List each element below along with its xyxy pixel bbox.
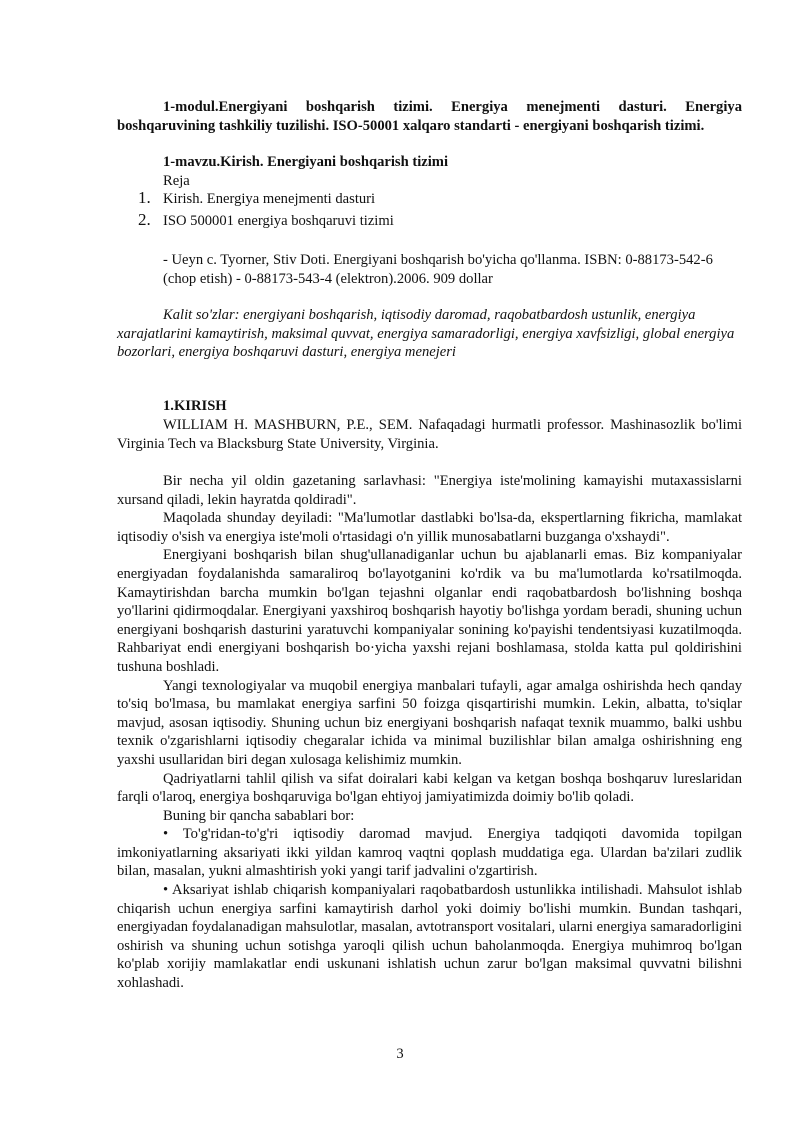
body-text	[117, 472, 742, 993]
module-title-text: 1-modul.Energiyani boshqarish tizimi. Energiya menejmenti dasturi. Energiya boshqaruvining tashkiliy tuzilishi. ISO-50001 xalqaro standarti - energiyani boshqarish tizimi.	[117, 99, 742, 134]
list-text: ISO 500001 energiya boshqaruvi tizimi	[163, 213, 394, 229]
list-number: 2.	[138, 210, 151, 229]
author-text: WILLIAM H. MASHBURN, P.E., SEM. Nafaqadagi hurmatli professor. Mashinasozlik bo'limi Virginia Tech va Blacksburg State University, Virginia.	[117, 417, 742, 452]
keywords-text: Kalit so'zlar: energiyani boshqarish, iqtisodiy daromad, raqobatbardosh ustunlik, energiya xarajatlarini kamaytirish, maksimal quvvat, energiya samaradorligi, energiya xavfsizligi, global energiya bozorlari, energiya boshqaruvi dasturi, energiya menejeri	[117, 307, 735, 361]
paragraph: Yangi texnologiyalar va muqobil energiya manbalari tufayli, agar amalga oshirishda hech qanday to'siq bo'lmasa, bu mamlakat energiya sarfini 50 foizga qisqartirishi mumkin. Lekin, albatta, to'siqlar mavjud, asosan iqtisodiy. Shuning uchun biz energiyani boshqarish nafaqat texnik muammo, balki ushbu texnik o'zgarishlarni iqtisodiy chegaralar ichida va minimal buzilishlar bilan amalga oshirishning eng yaxshi usullaridan biri degan xulosaga kelishimiz mumkin.	[117, 677, 742, 768]
paragraph: Qadriyatlarni tahlil qilish va sifat doiralari kabi kelgan va ketgan boshqa boshqaruv lureslaridan farqli o'laroq, energiya boshqaruviga bo'lgan ehtiyoj jamiyatimizda doimiy bo'lib qoladi.	[117, 770, 742, 806]
list-text: Kirish. Energiya menejmenti dasturi	[163, 191, 376, 207]
paragraph: Maqolada shunday deyiladi: "Ma'lumotlar dastlabki bo'lsa-da, ekspertlarning fikricha, mamlakat iqtisodiy o'sish va energiya iste'moli o'rtasidagi o'n yillik munosabatlarni buzganga o'xshaydi".	[117, 510, 742, 545]
bullet-paragraph: • To'g'ridan-to'g'ri iqtisodiy daromad mavjud. Energiya tadqiqoti davomida topilgan imkoniyatlarning aksariyati ikki yildan kamroq vaqtni qoplash muddatiga ega. Ulardan ba'zilari zudlik bilan, masalan, yukni almashtirish yoki yangi tarif jadvalini o'zgartirish.	[117, 826, 742, 880]
plan-list	[138, 189, 738, 233]
paragraph: Buning bir qancha sabablari bor:	[163, 807, 355, 824]
topic-title: 1-mavzu.Kirish. Energiyani boshqarish tizimi	[163, 154, 449, 170]
reference-text: - Ueyn c. Tyorner, Stiv Doti. Energiyani boshqarish bo'yicha qo'llanma. ISBN: 0-88173-542-6 (chop etish) - 0-88173-543-4 (elektron).2006. 909 dollar	[163, 252, 713, 287]
paragraph: Bir necha yil oldin gazetaning sarlavhasi: "Energiya iste'molining kamayishi mutaxassislarni xursand qiladi, lekin hayratda qoldiradi".	[117, 473, 742, 508]
paragraph: Energiyani boshqarish bilan shug'ullanadiganlar uchun bu ajablanarli emas. Biz kompaniyalar energiyadan foydalanishda samaraliroq bo'layotganini ko'rdik va bu ma'lumotlarda ko'rsatilmoqda. Kamaytirishdan barcha mumkin bo'lgan tejashni olganlar endi raqobatbardosh bo'lishning boshqa yo'llarini qidirmoqdalar. Energiyani yaxshiroq boshqarish hayotiy bo'lishga yordam beradi, shuning uchun energiyani boshqarish dasturini yaratuvchi kompaniyalar sonining ko'payishi tendentsiyasi kuzatilmoqda. Rahbariyat endi energiyani boshqarish bo·yicha yaxshi rejani boshlamasa, stolda katta pul qoldirishini tushuna boshladi.	[117, 547, 742, 675]
list-item	[138, 211, 738, 233]
author-line	[117, 416, 742, 453]
plan-label: Reja	[163, 173, 190, 189]
section-title: 1.KIRISH	[163, 398, 227, 414]
list-number: 1.	[138, 188, 151, 207]
reference	[163, 251, 743, 288]
keywords	[117, 306, 742, 362]
module-title	[117, 98, 742, 135]
page-number: 3	[396, 1046, 404, 1062]
bullet-paragraph: • Aksariyat ishlab chiqarish kompaniyalari raqobatbardosh ustunlikka intilishadi. Mahsulot ishlab chiqarish uchun energiya sarfini kamaytirish darhol yoki doimiy bo'lishi mumkin. Bundan tashqari, energiyadan foydalanadigan mahsulotlar, masalan, avtotransport vositalari, ularni energiya samaradorligini oshirish va shuning uchun sotishga yaroqli qilish uchun baholanmoqda. Energiya muhimroq bo'lgan ko'plab xorijiy mamlakatlar endi uskunani ishlatish uchun zarur bo'lgan maksimal quvvatni bilishni xohlashadi.	[117, 882, 742, 992]
list-item	[138, 189, 738, 211]
